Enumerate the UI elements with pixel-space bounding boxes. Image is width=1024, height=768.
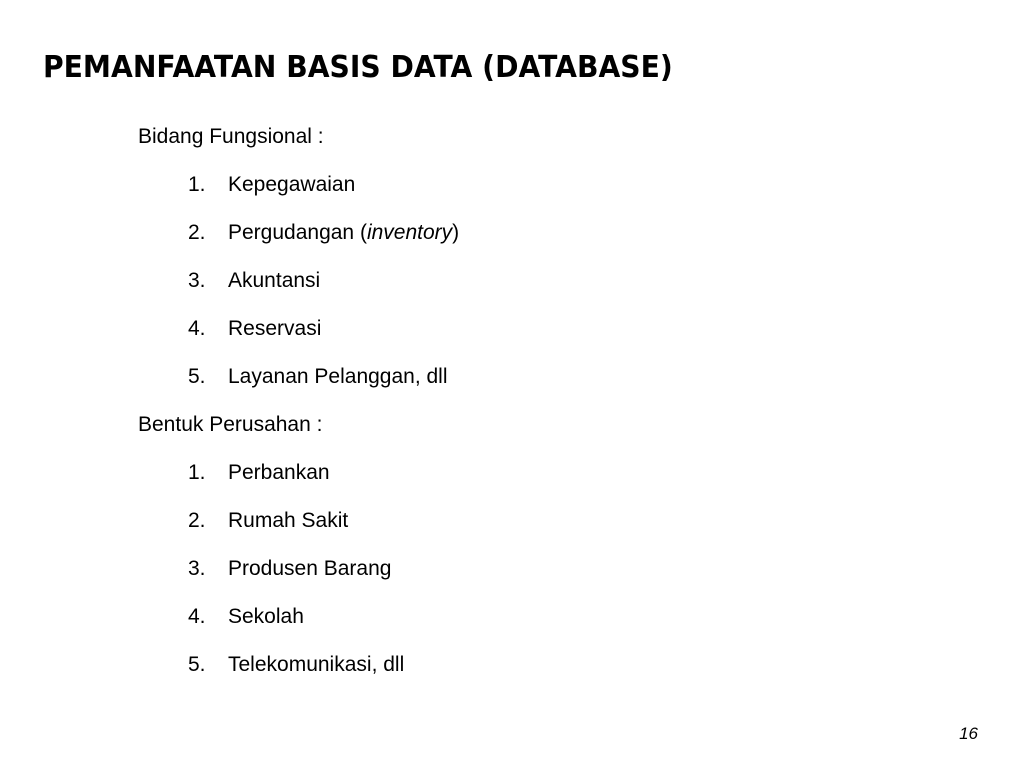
slide-title: PEMANFAATAN BASIS DATA (DATABASE) [43,50,673,85]
list-number: 2. [188,221,206,244]
list-item [138,506,459,554]
list-number: 1. [188,461,206,484]
list-number: 3. [188,557,206,580]
list-item [138,602,459,650]
list-item-text: Produsen Barang [228,557,392,580]
list-item-text: Akuntansi [228,269,321,292]
page-number: 16 [959,724,978,743]
list-item [138,554,459,602]
list-item-text: Sekolah [228,605,304,628]
list-number: 3. [188,269,206,292]
section-heading-bentuk-perusahan: Bentuk Perusahan : [138,413,323,436]
list-item-text: Kepegawaian [228,173,356,196]
list-item [138,650,459,698]
section-heading-bidang-fungsional: Bidang Fungsional : [138,125,324,148]
list-item-text: Perbankan [228,461,330,484]
list-number: 5. [188,365,206,388]
list-number: 1. [188,173,206,196]
list-item [138,170,459,218]
list-number: 2. [188,509,206,532]
list-item-text: Layanan Pelanggan, dll [228,365,448,388]
list-item [138,362,459,410]
bidang-fungsional-list [138,170,459,410]
list-item [138,266,459,314]
bentuk-perusahan-list [138,458,459,698]
list-item [138,458,459,506]
list-number: 5. [188,653,206,676]
list-item-text: Reservasi [228,317,322,340]
list-item-text: Telekomunikasi, dll [228,653,405,676]
slide-content [138,122,459,698]
list-item-text: Rumah Sakit [228,509,349,532]
list-number: 4. [188,605,206,628]
list-item-text-suffix: ) [452,221,460,244]
list-item-text-italic: inventory [366,221,453,244]
list-item-text [228,218,459,266]
list-number: 4. [188,317,206,340]
list-item [138,314,459,362]
list-item [138,218,459,266]
list-item-text-main: Pergudangan ( [228,221,367,244]
